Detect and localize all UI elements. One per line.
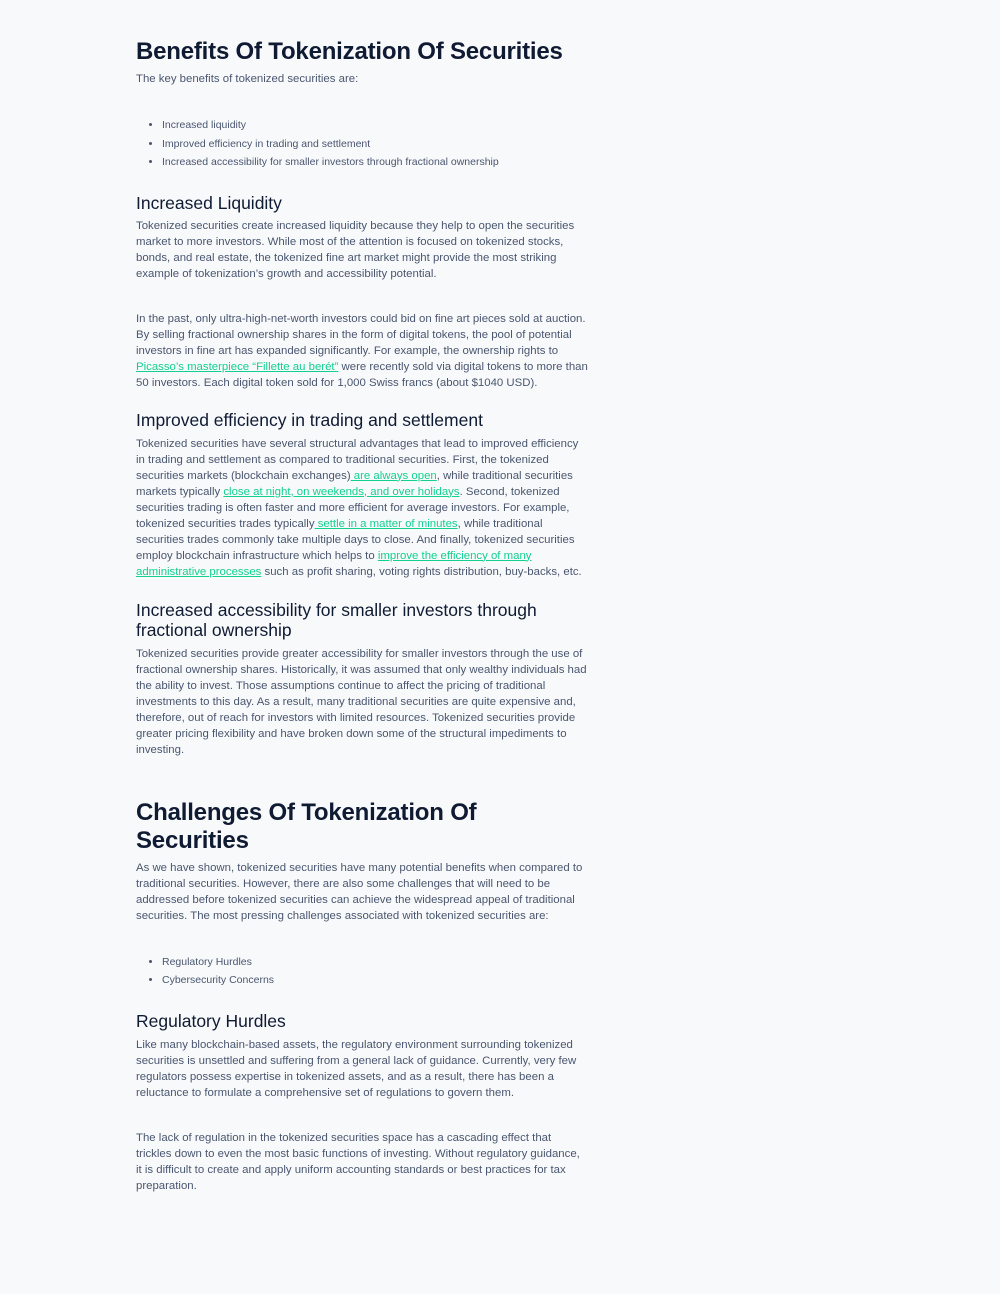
challenges-title: Challenges Of Tokenization Of Securities [136,798,477,854]
regulatory-paragraph-1: Like many blockchain-based assets, the regulatory environment surrounding tokenized securities is unsettled and suffering from a general lack of guidance. Currently, very few regulators possess expertise in tokenized assets, and as a result, there has been a reluctance to formulate a comprehensive set of regulations to govern them. [136,1038,577,1099]
accessibility-paragraph: Tokenized securities provide greater accessibility for smaller investors through the use of fractional ownership shares. Historically, it was assumed that only wealthy individuals had the ability to invest. Those assumptions continue to affect the pricing of traditional investments to this day. As a result, many traditional securities are quite expensive and, therefore, out of reach for investors with limited resources. Tokenized securities provide greater pricing flexibility and have broken down some of the structural impediments to investing. [136,647,587,756]
liquidity-heading: Increased Liquidity [136,192,282,213]
improve-efficiency-link[interactable]: improve the efficiency of many administrative processes [136,549,532,578]
paragraph-text: . Second, tokenized securities trading is often faster and more efficient for average investors. For example, tokenized securities trades typically [136,485,570,530]
regulatory-heading: Regulatory Hurdles [136,1010,286,1031]
liquidity-paragraph-2 [136,311,588,391]
article [136,0,588,1194]
challenges-intro: As we have shown, tokenized securities have many potential benefits when compared to traditional securities. However, there are also some challenges that will need to be addressed before tokenized securities can achieve the widespread appeal of traditional securities. The most pressing challenges associated with tokenized securities are: [136,861,583,922]
list-item: • Cybersecurity Concerns [162,971,588,990]
benefits-list [136,116,588,172]
paragraph-text: were recently sold via digital tokens to more than 50 investors. Each digital token sold for 1,000 Swiss francs (about $1040 USD). [136,360,588,389]
paragraph-text: Tokenized securities have several structural advantages that lead to improved efficiency in trading and settlement as compared to traditional securities. First, the tokenized securities markets (blockchain exchanges) [136,437,579,482]
list-item: • Increased liquidity [162,116,588,135]
settle-in-minutes-link[interactable]: settle in a matter of minutes [314,517,458,530]
paragraph-text: , while traditional securities markets typically [136,469,573,498]
challenges-list [136,953,588,990]
efficiency-paragraph [136,436,588,580]
paragraph-text: In the past, only ultra-high-net-worth investors could bid on fine art pieces sold at auction. By selling fractional ownership shares in the form of digital tokens, the pool of potential investors in fine art has expanded significantly. For example, the ownership rights to [136,312,586,357]
list-item: • Improved efficiency in trading and settlement [162,135,588,154]
always-open-link[interactable]: are always open [350,469,437,482]
accessibility-heading: Increased accessibility for smaller investors through fractional ownership [136,599,537,640]
benefits-title: Benefits Of Tokenization Of Securities [136,38,563,65]
list-item: • Increased accessibility for smaller investors through fractional ownership [162,153,588,172]
paragraph-text: such as profit sharing, voting rights distribution, buy-backs, etc. [261,565,582,578]
list-item: • Regulatory Hurdles [162,953,588,972]
liquidity-paragraph-1: Tokenized securities create increased liquidity because they help to open the securities market to more investors. While most of the attention is focused on tokenized stocks, bonds, and real estate, the tokenized fine art market might provide the most striking example of tokenization’s growth and accessibility potential. [136,219,575,280]
regulatory-paragraph-2: The lack of regulation in the tokenized securities space has a cascading effect that trickles down to even the most basic functions of investing. Without regulatory guidance, it is difficult to create and apply uniform accounting standards or best practices for tax preparation. [136,1131,580,1192]
picasso-link[interactable]: Picasso’s masterpiece “Fillette au berét” [136,360,339,373]
paragraph-text: , while traditional securities trades commonly take multiple days to close. And finally, tokenized securities employ blockchain infrastructure which helps to [136,517,575,562]
close-at-night-link[interactable]: close at night, on weekends, and over holidays [223,485,460,498]
benefits-intro: The key benefits of tokenized securities are: [136,73,359,85]
efficiency-heading: Improved efficiency in trading and settlement [136,409,483,430]
